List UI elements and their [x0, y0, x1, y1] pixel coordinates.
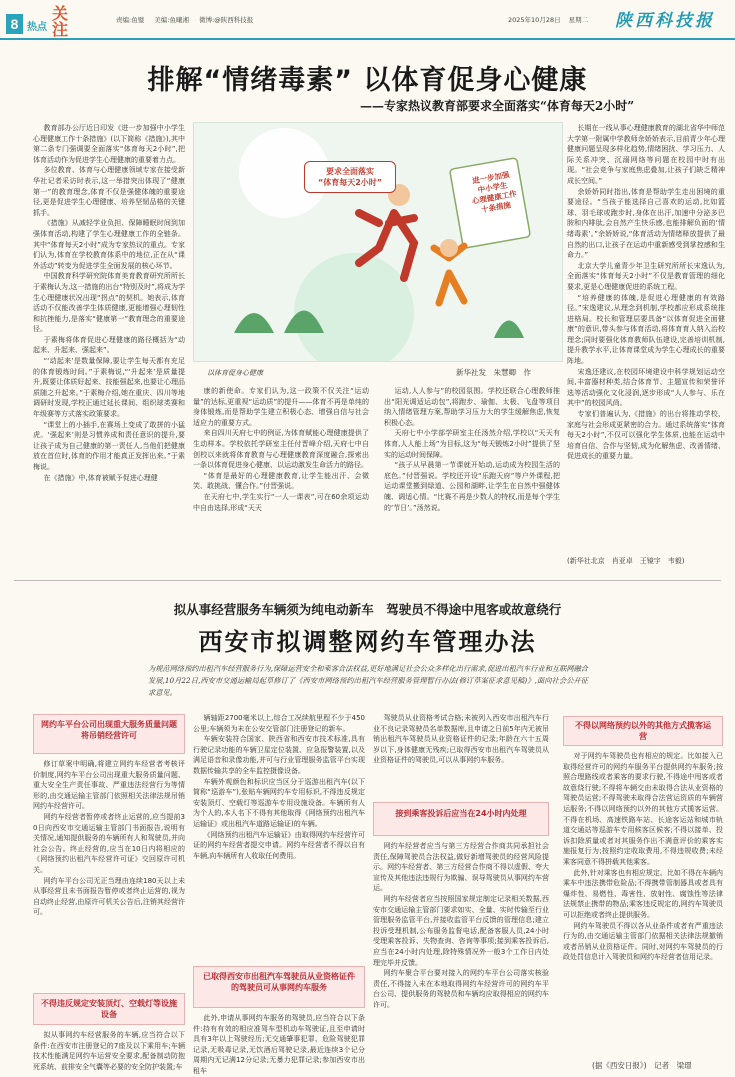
illustration-caption: 以体育促身心健康 [207, 369, 263, 377]
paragraph: “课堂上的小插手,在赛场上变成了敢拼的小猛虎。‘强起来’则是习惯养成和责任意识的提升,要让孩子成为自己健康的第一责任人,当他们把健康放在首位时,体育的作用才能真正发挥出来。”于素梅说。 [33, 420, 185, 471]
article-divider [14, 580, 721, 581]
page-header [0, 0, 735, 40]
paragraph: 辆轴距2700毫米以上,综合工况续航里程不少于450公里;车辆须为未在公安交管部门注册登记的新车。 [193, 714, 365, 733]
paragraph: 网约车经营者应当与第三方经营合作商共同承担社会责任,保障驾驶员合法权益,做好新增驾驶员的经营风险提示。网约车经营者、第三方经营合作商不得以虚假、夸大宣传及其他违法违规行为欺骗、误导驾驶员从事网约车营运。 [373, 842, 549, 893]
paragraph: 此外,针对乘客也有相应规定。比如不得在车辆内乘车中违法携带危险品;不得携带管制器具或者具有爆炸性、易燃性、毒害性、放射性、腐蚀性等法律法规禁止携带的物品;乘客违反规定的,网约车驾驶员可以拒绝或者终止提供服务。 [563, 868, 723, 919]
article2-headline: 西安市拟调整网约车管理办法 [198, 628, 537, 656]
subhead-box-3: 已取得西安市出租汽车驾驶员从业资格证件的驾驶员可从事网约车服务 [193, 966, 365, 1008]
issue-date: 2025年10月28日 [508, 16, 561, 24]
paragraph: 专家们普遍认为,《措施》的出台将推动学校、家庭与社会形成更紧密的合力。通过系统落实“体育每天2小时”,不仅可以强化学生体质,也能在运动中培育自信、合作与坚韧,成为化解焦虑、改善情绪、促进成长的重要力量。 [567, 410, 725, 461]
paragraph: 网约车聚合平台要对接入的网约车平台公司落实核验责任,不得接入未在本地取得网约车经营许可的网约车平台公司、提供服务的驾驶员和车辆均应取得相应的网约车许可。 [373, 969, 549, 1009]
subhead-box-1: 网约车平台公司出现重大服务质量问题将吊销经营许可 [33, 714, 185, 754]
paragraph: 网约车经营者暂停或者终止运营的,应当提前30日向西安市交通运输主管部门书面报告,说明有关情况,通知提供服务的车辆所有人和驾驶员,并向社会公告。终止经营的,应当在10日内将相应的《网络预约出租汽车经营许可证》交回原许可机关。 [33, 812, 185, 874]
subhead-box-5: 不得以网络预约以外的其他方式揽客运营 [563, 716, 723, 746]
paragraph: 在天府七中,学生实行“一人一课表”,可在60余项运动中自由选择,形成“天天 [193, 492, 369, 512]
paragraph: 天府七中小学部学研室主任汤然介绍,学校以“天天有体育,人人能上场”为目标,这为“每天锻炼2小时”提供了坚实的运动时间保障。 [384, 429, 560, 459]
paragraph: 教育部办公厅近日印发《进一步加强中小学生心理健康工作十条措施》(以下简称《措施》),其中第二条专门强调要全面落实“体育每天2小时”,把体育活动作为促进学生心理健康的重要着力点。 [33, 124, 185, 164]
paragraph: “培养健康的体魄,是促进心理健康的有效路径。”宋逸建议,从理念到机制,学校都应形成系统推进格局。校长和管理层要具备“以体育促进全面健康”的意识,带头参与体育活动,将体育育人纳入治校理念;同时要强化体育教师队伍建设,完善培训机制,提升教学水平,让体育课堂成为学生心理成长的重要阵地。 [567, 293, 725, 366]
page-number-badge: 8 [6, 14, 23, 34]
illustration-book-text: 进一步加强 中小学生 心理健康工作 十条措施 [471, 170, 518, 215]
editor-credit: 责编:鱼璧 [116, 16, 145, 24]
article1-subtitle: ——专家热议教育部要求全面落实“体育每天2小时” [360, 99, 635, 113]
article2-column-2b [193, 1013, 365, 1075]
article2-column-3b [373, 841, 549, 1075]
article1-column-3 [384, 386, 560, 564]
paragraph: “‘动起来’是数量保障,要让学生每天都有充足的体育锻炼时间。”于素梅说,“‘升起来’是质量提升,既要让体质好起来、技能强起来,也要让心理品质随之升起来。”于素梅介绍,她在重庆、四川等地调研时发现,学校正通过延长课间、组织球类赛和年级赛等方式落实政策要求。 [33, 357, 185, 419]
subhead-box-4: 接到乘客投诉后应当在24小时内处理 [373, 802, 549, 836]
issue-weekday: 星期二 [568, 16, 589, 24]
article2-lead: 为规范网络预约出租汽车经营服务行为,保障运营安全和乘客合法权益,更好地满足社会公众多样化出行需求,促进出租汽车行业和互联网融合发展,10月22日,西安市交通运输局起草修订了《西安市网络预约出租汽车经营服务管理暂行办法(修订草案征求意见稿)》,面向社会公开征求意见。 [148, 664, 588, 697]
article2-byline: (据《西安日报》) 记者 梁璟 [592, 1061, 692, 1070]
paragraph: 康的新使命。专家们认为,这一政策不仅关注“运动量”的达标,更重视“运动质”的提升——体育不再是单纯的身体锻炼,而是帮助学生建立积极心态、增强自信与社会适应力的重要方式。 [193, 387, 369, 427]
article1-byline: (新华社北京 肖亚卓 王镜宇 韦毅) [567, 557, 685, 565]
designer-credit: 美编:鱼曦湘 [154, 16, 189, 24]
paragraph: “孩子从早晨第一节课就开始动,运动成为校园生活的底色。”付晋强说。学校还开设“乐跑天府”等户外课程,把运动课堂搬到绿道、公园和湖畔,让学生在自然中强健体魄、调适心情。“比赛不再是少数人的特权,而是每个学生的‘节日’。”汤然说。 [384, 461, 560, 512]
masthead-logo: 陕西科技报 [615, 11, 715, 31]
article1-headline: 排解“情绪毒素” 以体育促身心健康 [147, 65, 588, 96]
article2-column-1a [33, 759, 185, 986]
paragraph: 长期在一线从事心理健康教育的湖北省华中师范大学第一附属中学教师余娇娇表示,目前青少年心理健康问题呈现多样化趋势,情绪困扰、学习压力、人际关系冲突、沉溺网络等问题在校园中时有出现。“社会竞争与家庭焦虑叠加,让孩子们缺乏精神成长空间。” [567, 124, 725, 185]
paragraph: 车辆外观颜色和标识应当区分于巡游出租汽车(以下简称“巡游车”),张贴车辆网约车专用标识,不得违反规定安装顶灯、空载灯等巡游车专用设施设备。车辆所有人为个人的,本人名下不得有其他取得《网络预约出租汽车运输证》或出租汽车道路运输证)的车辆。 [193, 777, 365, 828]
paragraph: 车辆安装符合国家、陕西省和西安市技术标准,具有行驶记录功能的车辆卫星定位装置、应急报警装置,以及满足语音和录像功能,并可与行业管理服务监管平台实现数据传输共享的全车监控摄像设备。 [193, 735, 365, 775]
illustration-sign: 要求全面落实 “体育每天2小时” [304, 161, 396, 193]
article1-column-1 [33, 123, 185, 565]
paragraph: 于素梅将体育促进心理健康的路径概括为“动起来、升起来、强起来”。 [33, 335, 185, 355]
paragraph: 对于网约车驾驶员也有相应的规定。比如接入已取得经营许可的网约车服务平台提供网约车服务;按照合理路线或者乘客的要求行驶,不得途中甩客或者故意绕行驶;不得将车辆交由未取得合法从业资格的驾驶员运营;不得驾驶未取得合法营运资质的车辆营运服务;不得以网络预约以外的其他方式揽客运营。不得在机场、高速铁路车站、长途客运站和城市轨道交通站等巡游车专用候客区候客;不得以接单、投诉扣除质量或者对其服务作出不满意评价的乘客实施报复行为;按照约定收取费用,不得违规收费;未经乘客同意不得拼载其他乘客。 [563, 752, 723, 866]
section-label-big: 关注 [52, 4, 71, 39]
paragraph: 此外,申请从事网约车服务的驾驶员,应当符合以下条件:持有有效的相应准驾车型机动车驾驶证,且至申请时具有3年以上驾驶经历;无交通肇事犯罪、危险驾驶犯罪记录,无吸毒记录,无饮酒后驾驶记录,最近连续3个记分周期内无记满12分记录;无暴力犯罪记录;参加西安市出租车 [193, 1014, 365, 1075]
paragraph: 北京大学儿童青少年卫生研究所所长宋逸认为,全面落实“体育每天2小时”不仅是教育管理的细化要求,更是心理健康促进的系统工程。 [567, 261, 725, 291]
paragraph: 余娇娇同时指出,体育是帮助学生走出困境的重要途径。“当孩子能选择自己喜欢的运动,比如篮球、羽毛球或跑步时,身体在出汗,加速中分泌多巴胺和内啡肽,会自然产生快乐感,也能排解负面的‘情绪毒素’。”余娇娇说,“体育活动为情绪释放提供了最自然的出口,让孩子在运动中重新感受到掌控感和生命力。” [567, 187, 725, 260]
article2-kicker: 拟从事经营服务车辆须为纯电动新车 驾驶员不得途中甩客或故意绕行 [173, 602, 562, 617]
paragraph: 网约车经营者应当按照国家规定制定记录相关数据,西安市交通运输主管部门要求如实、全量、实时传输至行业管理服务监管平台,并接收监管平台反馈的管理信息;建立投诉受理机制,公布服务监督电话,配备客服人员,24小时受理乘客投诉、失物查询、咨询等事项;接到乘客投诉后,应当在24小时内处理,除特殊情况外一般3个工作日内处理完毕并反馈。 [373, 894, 549, 967]
paragraph: 多位教育、体育与心理健康领域专家在接受新华社记者采访时表示,这一举措突出体现了“健康第一”的教育理念,体育不仅是强健体魄的重要途径,更是促进学生心理健康、培养坚韧品格的关键抓手。 [33, 166, 185, 217]
paragraph: 拟从事网约车经营服务的车辆,应当符合以下条件:在西安市注册登记的7座及以下乘用车;车辆技术性能满足网约车运营安全要求,配备制动防抱死系统、前排安全气囊等必要的安全防护装置;车 [33, 1031, 185, 1071]
article2-column-3 [373, 713, 549, 797]
paragraph: 来自四川天府七中的例证,为体育赋能心理健康提供了生动样本。学校依托学研室主任付晋峰介绍,天府七中自创校以来就将体育教育与心理健康教育深度融合,探索出一条以体育促进身心健康、以运动激发生命活力的路径。 [193, 429, 369, 470]
paragraph: 在《措施》中,体育被赋予促进心理健 [43, 473, 158, 482]
article1-illustration [193, 122, 563, 362]
article2-column-4 [563, 751, 723, 1054]
subhead-box-2: 不得违反规定安装顶灯、空载灯等设施设备 [33, 993, 185, 1025]
paragraph: 《措施》从减轻学业负担、保障睡眠时间到加强体育活动,构建了学生心理健康工作的全链条。其中“体育每天2小时”成为专家热议的重点。专家们认为,体育在学校教育体系中的地位,正在从“课外活动”转变为促进学生全面发展的核心环节。 [33, 219, 185, 270]
illustration-credit: 新华社发 朱慧卿 作 [456, 368, 531, 377]
paragraph: 宋逸还建议,在校园环境建设中科学规划运动空间,丰富器材种类,结合体育节、主题宣传和荣誉评选等活动强化文化浸润,逐步形成“人人参与、乐在其中”的校园风尚。 [567, 367, 725, 408]
paragraph: 网约车平台公司无正当理由连续180天以上未从事经营且未书面报告暂停或者终止运营的,视为自动终止经营,由原许可机关公告后,注销其经营许可。 [33, 876, 185, 917]
paragraph: 驾驶员从业资格考试合格;未被列入西安市出租汽车行业不良记录驾驶员名单数据库,且申请之日前5年内无被吊销出租汽车驾驶员从业资格证件的记录;年龄在六十五周岁以下,身体健康无残疾;已取得西安市出租汽车驾驶员从业资格证件的驾驶员,可以从事网约车服务。 [373, 714, 549, 765]
paragraph: 《网络预约出租汽车运输证》由取得网约车经营许可证的网约车经营者提交申请。网约车经营者不得以自有车辆,向车辆所有人收取任何费用。 [193, 830, 365, 860]
paragraph: 修订草案中明确,将建立网约车经营者考核评价制度,网约车平台公司出现重大服务质量问题、重大安全生产责任事故、严重违法经营行为等情形的,由交通运输主管部门依照相关法律法规吊销网约车经营许可。 [33, 760, 185, 811]
article1-column-2 [193, 386, 369, 564]
article1-column-4 [567, 123, 725, 555]
paragraph: 运动,人人参与”的校园氛围。学校还联合心理教师推出“阳光调适运动包”,将跑步、瑜伽、太极、飞盘等项目纳入情绪管理方案,帮助学习压力大的学生缓解焦虑,恢复积极心态。 [384, 387, 560, 427]
paragraph: 中国教育科学研究院体育美育教育研究所所长于素梅认为,这一措施的出台“特别及时”,将成为学生心理健康状况出现“拐点”的契机。她表示,体育活动不仅能改善学生体质健康,更能增强心理韧性和抗挫能力,是落实“健康第一”教育理念的重要途径。 [33, 272, 185, 334]
paragraph: 网约车驾驶员不得以各从业条件或者有严重违法行为的,由交通运输主管部门依据相关法律法规撤销或者吊销从业资格证件。同时,对网约车驾驶员的行政处罚信息计入驾驶员和网约车经营者信用记录。 [563, 921, 723, 962]
paragraph: “体育是最好的心理健康教育,让学生能出汗、会微笑、敢挑战、懂合作。”付晋强说。 [193, 471, 369, 491]
article2-column-1b [33, 1030, 185, 1074]
wechat-handle: 微博:@陕西科技报 [199, 16, 254, 24]
article2-column-2 [193, 713, 365, 961]
section-label-small: 热点 [27, 22, 47, 33]
